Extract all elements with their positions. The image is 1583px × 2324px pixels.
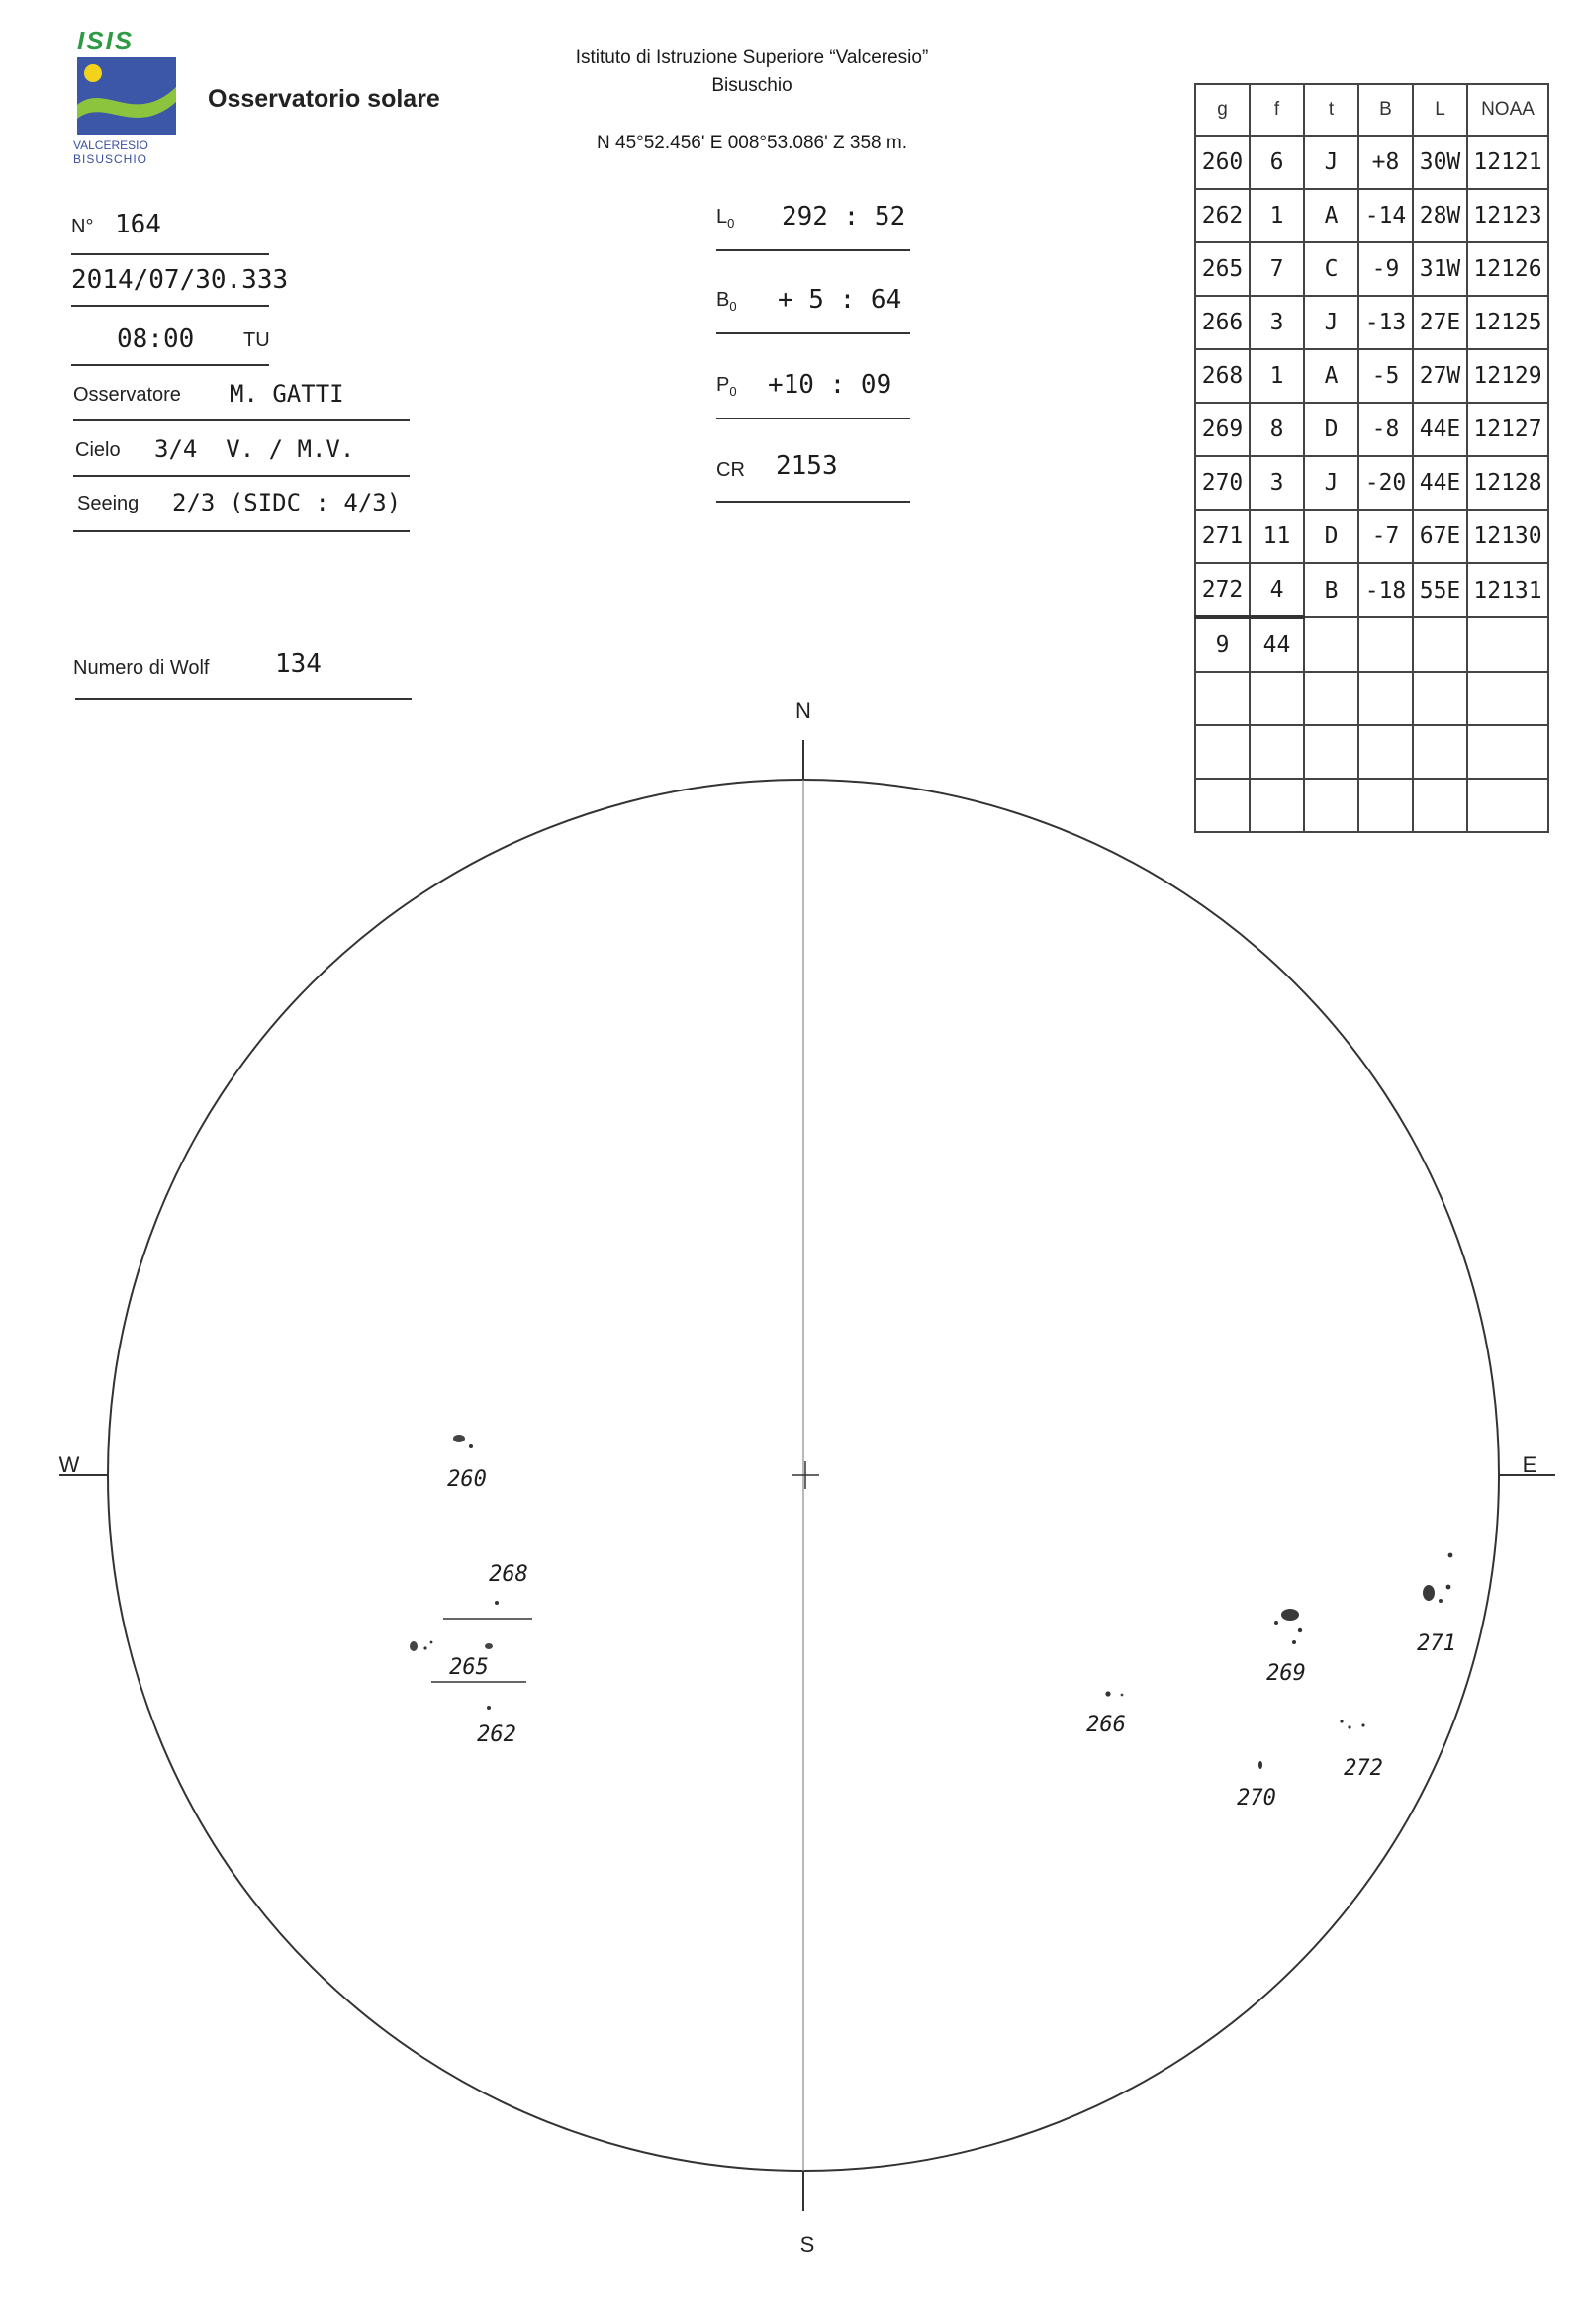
cell-l: 44E xyxy=(1413,456,1467,510)
sunspot-group-265 xyxy=(410,1641,526,1682)
p0-letter: P xyxy=(716,374,730,396)
cell-l: 31W xyxy=(1413,242,1467,296)
observation-time: 08:00 xyxy=(117,325,195,354)
b0-letter: B xyxy=(716,289,730,311)
header-b: B xyxy=(1358,84,1413,136)
cell-noaa: 12125 xyxy=(1467,296,1548,349)
cell-g: 265 xyxy=(1195,242,1250,296)
cell-f: 3 xyxy=(1250,296,1304,349)
cell-g: 270 xyxy=(1195,456,1250,510)
group-label-268: 268 xyxy=(489,1562,528,1587)
cell-f: 6 xyxy=(1250,136,1304,189)
header-t: t xyxy=(1304,84,1358,136)
cell-noaa: 12127 xyxy=(1467,403,1548,456)
sunspot-group-272 xyxy=(1340,1720,1382,1781)
sunspot-group-270 xyxy=(1237,1761,1276,1811)
cell-t: D xyxy=(1304,403,1358,456)
cell-t: B xyxy=(1304,563,1358,617)
group-label-269: 269 xyxy=(1266,1661,1306,1686)
b0-subscript: 0 xyxy=(729,299,737,314)
logo-text: ISIS xyxy=(77,26,135,55)
cell-g: 271 xyxy=(1195,510,1250,563)
sunspot-group-268 xyxy=(443,1562,532,1619)
cell-t: J xyxy=(1304,136,1358,189)
west-label: W xyxy=(58,1452,80,1477)
header-g: g xyxy=(1195,84,1250,136)
sky-value: 3/4 V. / M.V. xyxy=(154,435,355,463)
cell-t: C xyxy=(1304,242,1358,296)
cell-b: -20 xyxy=(1358,456,1413,510)
north-label: N xyxy=(795,698,811,723)
cell-g: 272 xyxy=(1195,563,1250,617)
cell-b: +8 xyxy=(1358,136,1413,189)
l0-value: 292 : 52 xyxy=(782,202,906,232)
cell-noaa: 12131 xyxy=(1467,563,1548,617)
cell-l: 30W xyxy=(1413,136,1467,189)
cell-t: J xyxy=(1304,456,1358,510)
seeing-label: Seeing xyxy=(77,493,140,514)
cell-b: -13 xyxy=(1358,296,1413,349)
cell-t: D xyxy=(1304,510,1358,563)
page-title: Osservatorio solare xyxy=(208,85,440,113)
cell-b: -7 xyxy=(1358,510,1413,563)
wolf-label: Numero di Wolf xyxy=(73,657,210,679)
cell-l: 55E xyxy=(1413,563,1467,617)
institute-town: Bisuschio xyxy=(711,75,792,96)
b0-value: + 5 : 64 xyxy=(778,285,902,315)
cell-f: 7 xyxy=(1250,242,1304,296)
cell-noaa: 12128 xyxy=(1467,456,1548,510)
observation-number: 164 xyxy=(115,210,161,239)
cell-f: 11 xyxy=(1250,510,1304,563)
observer-name: M. GATTI xyxy=(230,380,344,408)
group-label-260: 260 xyxy=(447,1467,487,1492)
wolf-number: 134 xyxy=(275,649,322,679)
total-spots: 44 xyxy=(1250,617,1304,672)
p0-subscript: 0 xyxy=(729,384,737,399)
seeing-value: 2/3 (SIDC : 4/3) xyxy=(172,489,402,516)
cell-g: 262 xyxy=(1195,189,1250,242)
carrington-rotation: 2153 xyxy=(776,451,838,481)
cell-b: -14 xyxy=(1358,189,1413,242)
cell-noaa: 12126 xyxy=(1467,242,1548,296)
cell-f: 3 xyxy=(1250,456,1304,510)
cell-l: 27W xyxy=(1413,349,1467,403)
group-label-266: 266 xyxy=(1086,1713,1126,1737)
cell-noaa: 12123 xyxy=(1467,189,1548,242)
cell-f: 1 xyxy=(1250,349,1304,403)
cell-g: 266 xyxy=(1195,296,1250,349)
east-label: E xyxy=(1522,1452,1537,1477)
cell-f: 8 xyxy=(1250,403,1304,456)
group-label-265: 265 xyxy=(449,1655,489,1680)
sunspot-group-271 xyxy=(1417,1553,1456,1656)
cr-label: CR xyxy=(716,459,745,481)
institute-name: Istituto di Istruzione Superiore “Valceresio” xyxy=(575,47,929,68)
cell-t: A xyxy=(1304,349,1358,403)
l0-subscript: 0 xyxy=(727,216,735,231)
cell-l: 44E xyxy=(1413,403,1467,456)
p0-value: +10 : 09 xyxy=(768,370,892,400)
cell-b: -8 xyxy=(1358,403,1413,456)
group-label-270: 270 xyxy=(1237,1786,1276,1811)
group-label-271: 271 xyxy=(1417,1631,1456,1656)
sky-label: Cielo xyxy=(75,439,121,461)
logo-caption-2: BISUSCHIO xyxy=(73,152,148,166)
group-label-262: 262 xyxy=(477,1722,516,1747)
observer-label: Osservatore xyxy=(73,384,181,406)
cell-noaa: 12121 xyxy=(1467,136,1548,189)
logo-caption-1: VALCERESIO xyxy=(73,139,148,152)
cell-f: 4 xyxy=(1250,563,1304,617)
cell-g: 260 xyxy=(1195,136,1250,189)
sunspot-group-262 xyxy=(477,1706,516,1747)
cell-l: 27E xyxy=(1413,296,1467,349)
cell-g: 269 xyxy=(1195,403,1250,456)
observation-date: 2014/07/30.333 xyxy=(71,265,289,295)
header-f: f xyxy=(1250,84,1304,136)
cell-noaa: 12130 xyxy=(1467,510,1548,563)
l0-letter: L xyxy=(716,206,728,228)
cell-g: 268 xyxy=(1195,349,1250,403)
time-unit: TU xyxy=(243,329,270,351)
cell-b: -18 xyxy=(1358,563,1413,617)
cell-t: A xyxy=(1304,189,1358,242)
cell-l: 28W xyxy=(1413,189,1467,242)
south-label: S xyxy=(799,2232,815,2257)
header-l: L xyxy=(1413,84,1467,136)
sunspot-group-266 xyxy=(1086,1691,1126,1737)
cell-b: -5 xyxy=(1358,349,1413,403)
cell-f: 1 xyxy=(1250,189,1304,242)
cell-b: -9 xyxy=(1358,242,1413,296)
sunspot-group-260 xyxy=(447,1435,487,1492)
group-label-272: 272 xyxy=(1344,1756,1383,1781)
site-coordinates: N 45°52.456' E 008°53.086' Z 358 m. xyxy=(597,133,907,153)
total-groups: 9 xyxy=(1195,617,1250,672)
header-noaa: NOAA xyxy=(1467,84,1548,136)
number-label: N° xyxy=(71,216,94,237)
cell-l: 67E xyxy=(1413,510,1467,563)
cell-t: J xyxy=(1304,296,1358,349)
cell-noaa: 12129 xyxy=(1467,349,1548,403)
sunspot-group-269 xyxy=(1266,1609,1306,1686)
